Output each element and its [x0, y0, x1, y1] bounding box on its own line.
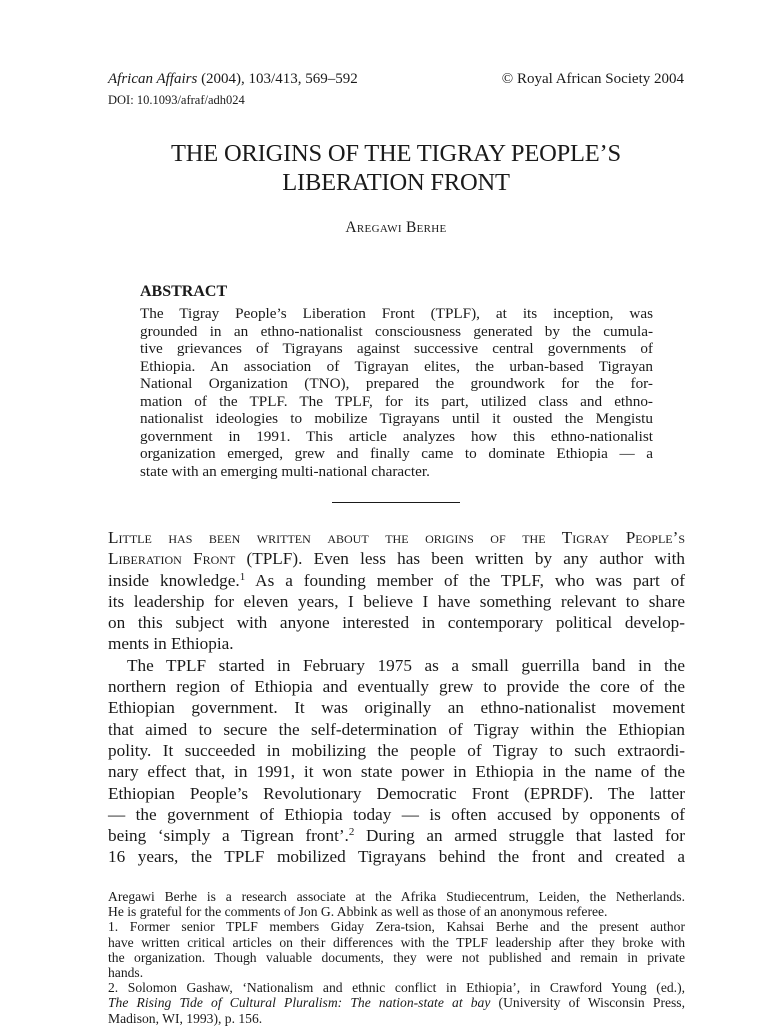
journal-name: African Affairs — [108, 71, 198, 87]
text-run: inside knowledge. — [108, 570, 240, 590]
body-line: that aimed to secure the self-determination of Tigray within the Ethiopian — [108, 719, 685, 739]
body-line: — the government of Ethiopia today — is often accused by opponents of — [108, 804, 685, 824]
footnote-2-line: 2. Solomon Gashaw, ‘Nationalism and ethnic conflict in Ethiopia’, in Crawford Young (ed.), — [108, 980, 685, 996]
journal-citation — [108, 70, 358, 88]
body-line: nary effect that, in 1991, it won state power in Ethiopia in the name of the — [108, 762, 685, 782]
abstract-line: state with an emerging multi-national character. — [140, 462, 430, 480]
abstract-line: organization emerged, grew and finally came to dominate Ethiopia — a — [140, 445, 653, 462]
text-run: During an armed struggle that lasted for — [354, 826, 685, 846]
text-run: As a founding member of the TPLF, who was part of — [245, 570, 685, 590]
body-line: Little has been written about the origins of the Tigray People’s — [108, 528, 685, 547]
abstract-line: The Tigray People’s Liberation Front (TPLF), at its inception, was — [140, 305, 653, 322]
abstract-line: National Organization (TNO), prepared the groundwork for the for- — [140, 375, 653, 392]
footnote-1-line: hands. — [108, 965, 144, 981]
body-line: Ethiopian government. It was originally an ethno-nationalist movement — [108, 698, 685, 718]
volume-pages: (2004), 103/413, 569–592 — [197, 71, 358, 87]
body-line: ments in Ethiopia. — [108, 634, 234, 654]
footnote-ref-2[interactable]: 2 — [348, 826, 355, 839]
footnote-1-line: the organization. Though valuable documents, they were not published and remain in private — [108, 949, 685, 965]
abstract-line: tive grievances of Tigrayans against successive central governments of — [140, 340, 653, 357]
body-line — [108, 548, 685, 569]
abstract-line: nationalist ideologies to mobilize Tigrayans until it ousted the Mengistu — [140, 410, 653, 427]
footnote-2-line: Madison, WI, 1993), p. 156. — [108, 1010, 263, 1026]
footnote-ref-1[interactable]: 1 — [239, 570, 246, 583]
body-line: 16 years, the TPLF mobilized Tigrayans behind the front and created a — [108, 847, 685, 867]
body-line: its leadership for eleven years, I believe I have something relevant to share — [108, 591, 685, 611]
footnotes — [108, 889, 685, 1026]
author-note-line: Aregawi Berhe is a research associate at the Afrika Studiecentrum, Leiden, the Netherlands. — [108, 889, 685, 904]
body-line: northern region of Ethiopia and eventually grew to provide the core of the — [108, 677, 685, 697]
copyright: © Royal African Society 2004 — [501, 71, 684, 87]
author-note-line: He is grateful for the comments of Jon G. Abbink as well as those of an anonymous referee. — [108, 904, 608, 920]
author-name: Aregawi Berhe — [345, 219, 447, 236]
title-line: LIBERATION FRONT — [282, 169, 510, 196]
body-line — [108, 825, 685, 846]
abstract-line: Ethiopia. An association of Tigrayan elites, the urban-based Tigrayan — [140, 357, 653, 375]
article-title — [60, 139, 732, 197]
text-run: being ‘simply a Tigrean front’. — [108, 826, 349, 846]
body-line — [108, 570, 685, 591]
body-line: The TPLF started in February 1975 as a small guerrilla band in the — [127, 655, 685, 675]
book-title: The Rising Tide of Cultural Pluralism: The nation-state at bay — [108, 995, 491, 1011]
section-divider — [332, 502, 460, 503]
abstract-line: grounded in an ethno-nationalist consciousness generated by the cumula- — [140, 322, 653, 340]
abstract-text — [140, 305, 653, 480]
body-line: Ethiopian People’s Revolutionary Democratic Front (EPRDF). The latter — [108, 783, 685, 803]
small-caps-run: Liberation Front — [108, 549, 236, 569]
abstract-line: mation of the TPLF. The TPLF, for its part, utilized class and ethno- — [140, 392, 653, 410]
text-run: (TPLF). Even less has been written by any author with — [235, 549, 685, 569]
body-text — [108, 527, 685, 868]
body-line: polity. It succeeded in mobilizing the people of Tigray to such extraordi- — [108, 740, 685, 760]
footnote-1-line: 1. Former senior TPLF members Giday Zera-tsion, Kahsai Berhe and the present author — [108, 919, 685, 935]
body-line: on this subject with anyone interested in contemporary political develop- — [108, 613, 685, 633]
title-line: THE ORIGINS OF THE TIGRAY PEOPLE’S — [171, 140, 621, 167]
doi: DOI: 10.1093/afraf/adh024 — [108, 93, 245, 107]
abstract-line: government in 1991. This article analyzes how this ethno-nationalist — [140, 427, 653, 445]
abstract-heading: ABSTRACT — [140, 283, 228, 300]
footnote-2-line — [108, 995, 685, 1010]
text-run: (University of Wisconsin Press, — [490, 995, 685, 1011]
footnote-1-line: have written critical articles on their differences with the TPLF leadership after they broke with — [108, 934, 685, 950]
